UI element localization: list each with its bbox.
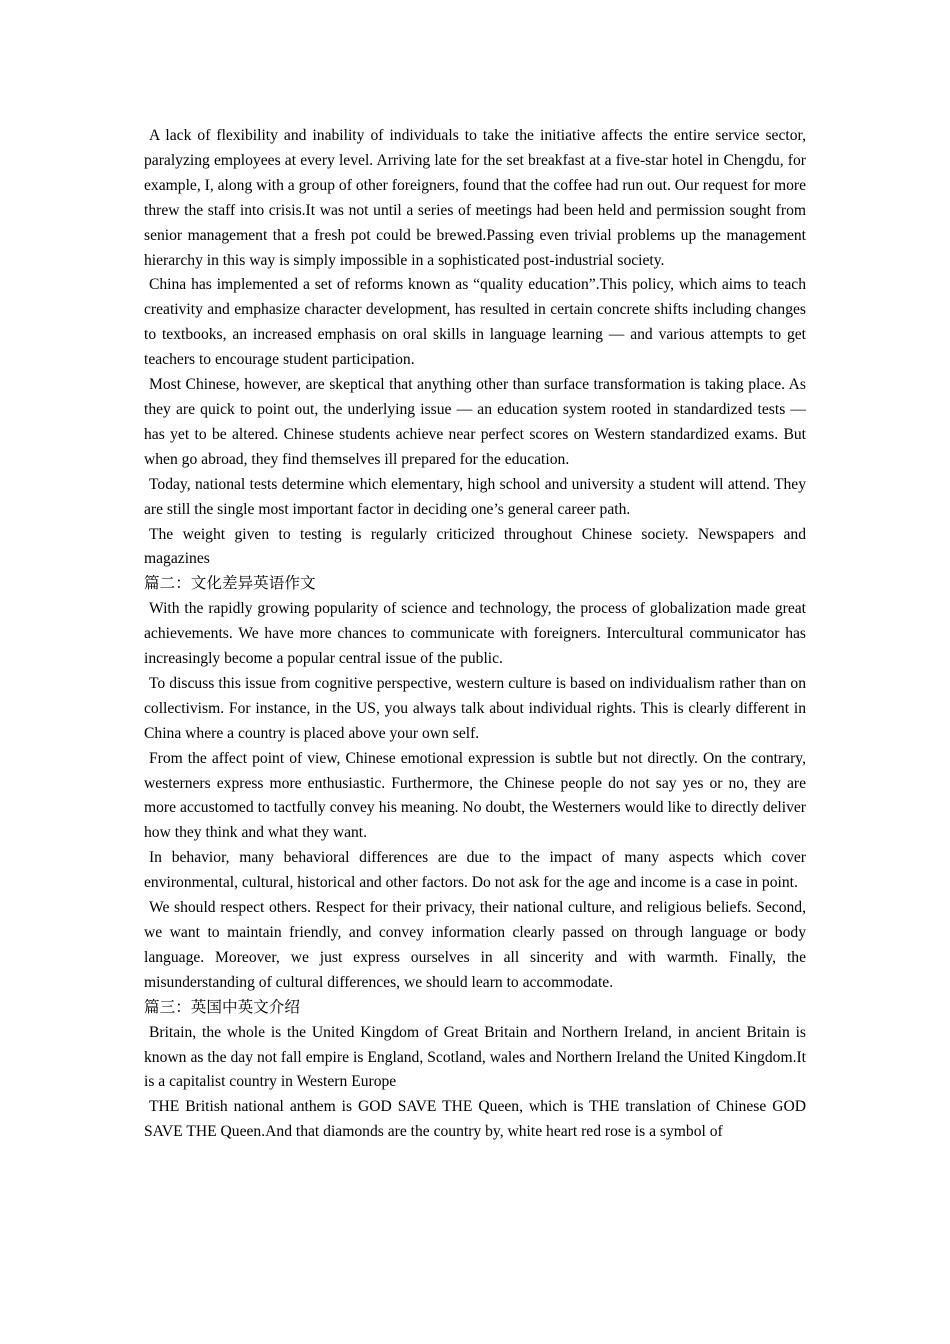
paragraph-skeptical: Most Chinese, however, are skeptical that anything other than surface transformation is taking place. As they are quick to point out, the underlying issue — an education system rooted in standardized tests — has yet to be altered. Chinese students achieve near perfect scores on Western standardized exams. But when go abroad, they find themselves ill prepared for the education. (144, 376, 806, 468)
paragraph-testing-criticized: The weight given to testing is regularly criticized throughout Chinese society. Newspapers and magazines (144, 525, 806, 568)
paragraph-respect: We should respect others. Respect for their privacy, their national culture, and religious beliefs. Second, we want to maintain friendly, and convey information clearly passed on through language or body language. Moreover, we just express ourselves in all sincerity and with warmth. Finally, the misunderstanding of cultural differences, we should learn to accommodate. (144, 899, 806, 991)
paragraph-britain: Britain, the whole is the United Kingdom of Great Britain and Northern Ireland, in ancient Britain is known as the day not fall empire is England, Scotland, wales and Northern Ireland the United Kingdom.It is a capitalist country in Western Europe (144, 1023, 806, 1091)
paragraph-affect: From the affect point of view, Chinese emotional expression is subtle but not directly. On the contrary, westerners express more enthusiastic. Furthermore, the Chinese people do not say yes or no, they are more accustomed to tactfully convey his meaning. No doubt, the Westerners would like to directly deliver how they think and what they want. (144, 749, 806, 842)
paragraph-national-tests: Today, national tests determine which elementary, high school and university a student will attend. They are still the single most important factor in deciding one’s general career path. (144, 475, 806, 518)
paragraph-globalization: With the rapidly growing popularity of science and technology, the process of globalization made great achievements. We have more chances to communicate with foreigners. Intercultural communicator has increasingly become a popular central issue of the public. (144, 600, 806, 668)
paragraph-anthem: THE British national anthem is GOD SAVE THE Queen, which is THE translation of Chinese GOD SAVE THE Queen.And that diamonds are the country by, white heart red rose is a symbol of (144, 1098, 806, 1141)
paragraph-quality-education: China has implemented a set of reforms known as “quality education”.This policy, which aims to teach creativity and emphasize character development, has resulted in certain concrete shifts including changes to textbooks, an increased emphasis on oral skills in language learning — and various attempts to get teachers to encourage student participation. (144, 276, 806, 369)
document-body (144, 124, 806, 1145)
paragraph-cognitive: To discuss this issue from cognitive perspective, western culture is based on individualism rather than on collectivism. For instance, in the US, you always talk about individual rights. This is clearly different in China where a country is placed above your own self. (144, 674, 806, 742)
section-heading-3: 篇三：英国中英文介绍 (144, 998, 300, 1016)
paragraph-service-sector: A lack of flexibility and inability of individuals to take the initiative affects the entire service sector, paralyzing employees at every level. Arriving late for the set breakfast at a five-star hotel in Chengdu, for example, I, along with a group of other foreigners, found that the coffee had run out. Our request for more threw the staff into crisis.It was not until a series of meetings had been held and permission sought from senior management that a fresh pot could be brewed.Passing even trivial problems up the management hierarchy in this way is simply impossible in a sophisticated post-industrial society. (144, 127, 806, 269)
paragraph-behavior: In behavior, many behavioral differences are due to the impact of many aspects which cover environmental, cultural, historical and other factors. Do not ask for the age and income is a case in point. (144, 849, 806, 892)
section-heading-2: 篇二：文化差异英语作文 (144, 575, 316, 593)
